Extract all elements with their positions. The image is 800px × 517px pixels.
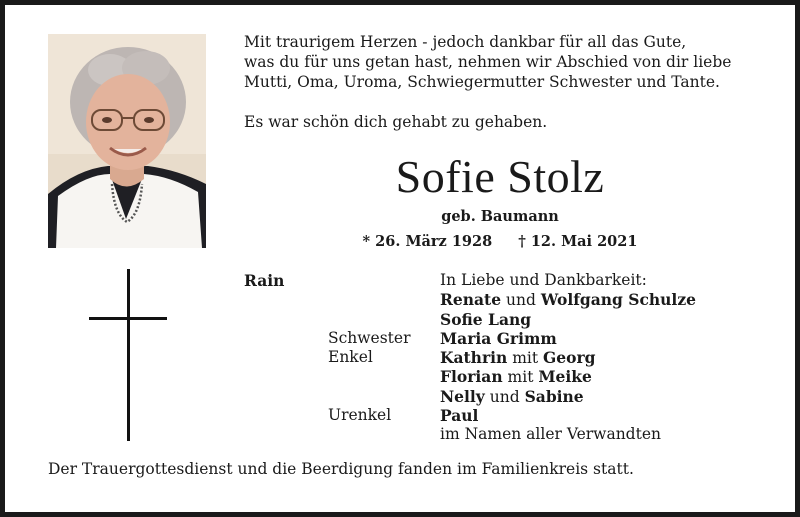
mourner-names <box>440 367 592 387</box>
intro-closing: Es war schön dich gehabt zu gehaben. <box>244 113 548 131</box>
mourner-names <box>440 290 696 310</box>
mourner-conjunction: mit <box>507 368 534 387</box>
mourner-conjunction: und <box>489 387 520 406</box>
mourner-row <box>5 387 795 406</box>
mourner-names <box>440 387 584 407</box>
portrait-photo <box>48 34 206 248</box>
mourner-row <box>5 290 795 309</box>
mourner-name: Nelly <box>440 386 485 406</box>
mourners-closing: im Namen aller Verwandten <box>440 425 661 444</box>
mourner-row <box>5 367 795 386</box>
mourner-name: Maria Grimm <box>440 328 557 348</box>
mourner-role: Enkel <box>328 348 373 367</box>
service-note: Der Trauergottesdienst und die Beerdigung fanden im Familienkreis statt. <box>48 460 634 478</box>
mourners-list <box>5 271 795 445</box>
birth-date: * 26. März 1928 <box>362 233 493 250</box>
mourner-names <box>440 348 596 368</box>
obituary-card <box>5 5 795 512</box>
birth-name: geb. Baumann <box>441 208 559 225</box>
life-dates <box>245 233 755 250</box>
intro-line: Mit traurigem Herzen - jedoch dankbar für all das Gute, <box>244 33 687 51</box>
deceased-name: Sofie Stolz <box>395 151 605 202</box>
place-name: Rain <box>244 271 285 290</box>
mourner-name: Georg <box>543 348 596 368</box>
mourner-row <box>5 310 795 329</box>
intro-line: was du für uns getan hast, nehmen wir Abschied von dir liebe <box>244 53 732 71</box>
mourner-names <box>440 310 531 330</box>
mourner-name: Meike <box>538 367 592 387</box>
mourner-name: Sofie Lang <box>440 309 532 329</box>
mourner-name: Florian <box>440 367 503 387</box>
mourner-name: Kathrin <box>440 348 508 368</box>
mourner-row <box>5 406 795 425</box>
intro-text <box>244 32 784 132</box>
mourner-names <box>440 406 478 426</box>
intro-line: Mutti, Oma, Uroma, Schwiegermutter Schwester und Tante. <box>244 73 720 91</box>
mourner-name: Paul <box>440 406 479 426</box>
mourner-name: Renate <box>440 290 502 310</box>
mourner-names <box>440 329 557 349</box>
intro-paragraph <box>244 32 784 92</box>
death-date: † 12. Mai 2021 <box>518 233 638 250</box>
mourner-name: Wolfgang Schulze <box>540 290 696 310</box>
mourner-conjunction: und <box>506 291 536 310</box>
mourners-closing-row <box>5 425 795 444</box>
mourner-row <box>5 348 795 367</box>
mourner-role: Urenkel <box>328 406 392 425</box>
mourner-row <box>5 329 795 348</box>
mourner-name: Sabine <box>524 386 584 406</box>
mourners-intro-row <box>5 271 795 290</box>
mourner-role: Schwester <box>328 328 411 347</box>
mourner-conjunction: mit <box>512 349 539 368</box>
mourners-intro: In Liebe und Dankbarkeit: <box>440 271 647 289</box>
